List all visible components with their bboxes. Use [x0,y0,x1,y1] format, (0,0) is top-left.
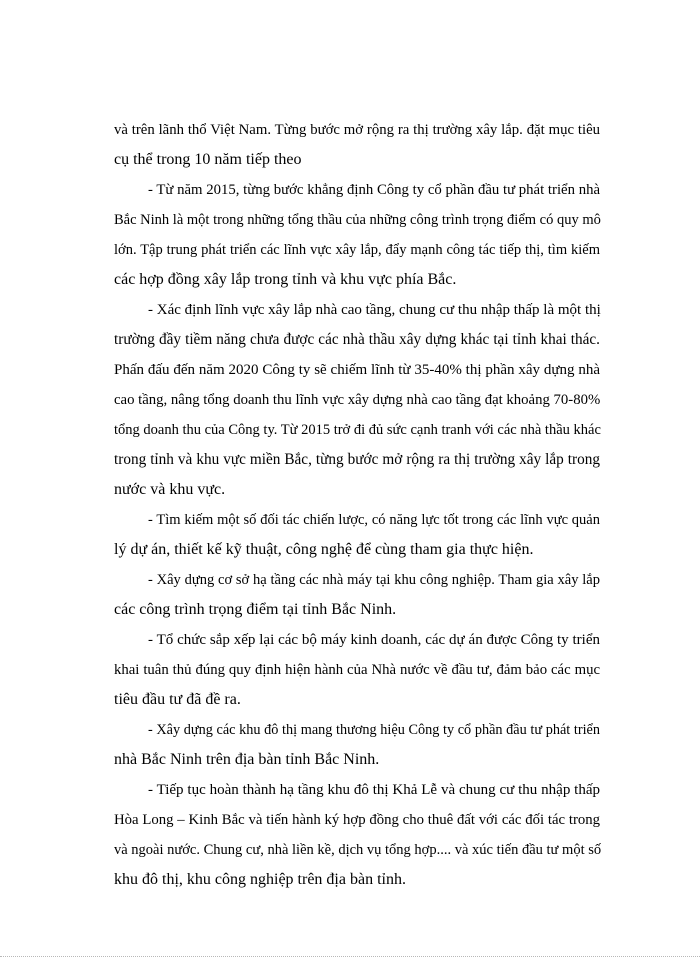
paragraph-2-line-4: các hợp đồng xây lắp trong tỉnh và khu vực phía Bắc. [114,271,457,288]
paragraph-5-line-1: - Xây dựng cơ sở hạ tầng các nhà máy tại khu công nghiệp. Tham gia xây lắp [148,572,600,588]
paragraph-3-line-6: trong tỉnh và khu vực miền Bắc, từng bước mở rộng ra thị trường xây lắp trong [114,451,600,468]
paragraph-3-line-1: - Xác định lĩnh vực xây lắp nhà cao tầng, chung cư thu nhập thấp là một thị [148,302,601,318]
paragraph-2-line-3: lớn. Tập trung phát triển các lĩnh vực xây lắp, đẩy mạnh công tác tiếp thị, tìm kiếm [114,242,600,258]
paragraph-8-line-2: Hòa Long – Kinh Bắc và tiến hành ký hợp đồng cho thuê đất với các đối tác trong [114,812,600,828]
paragraph-1-line-2: cụ thể trong 10 năm tiếp theo [114,151,302,168]
page-bottom-divider [0,956,700,957]
paragraph-4-line-1: - Tìm kiếm một số đối tác chiến lược, có năng lực tốt trong các lĩnh vực quản [148,512,600,528]
paragraph-8-line-4: khu đô thị, khu công nghiệp trên địa bàn tỉnh. [114,871,406,888]
paragraph-6-line-1: - Tổ chức sắp xếp lại các bộ máy kinh doanh, các dự án được Công ty triển [148,632,600,648]
paragraph-2-line-1: - Từ năm 2015, từng bước khẳng định Công ty cổ phần đầu tư phát triển nhà [148,182,600,198]
paragraph-3-line-5: tổng doanh thu của Công ty. Từ 2015 trở đi đủ sức cạnh tranh với các nhà thầu khác [114,422,601,438]
paragraph-4-line-2: lý dự án, thiết kế kỹ thuật, công nghệ để cùng tham gia thực hiện. [114,541,534,558]
paragraph-7-line-2: nhà Bắc Ninh trên địa bàn tỉnh Bắc Ninh. [114,751,380,768]
paragraph-6-line-2: khai tuân thủ đúng quy định hiện hành của Nhà nước về đầu tư, đảm bảo các mục [114,662,600,678]
paragraph-2-line-2: Bắc Ninh là một trong những tổng thầu của những công trình trọng điểm có quy mô [114,212,601,228]
paragraph-7-line-1: - Xây dựng các khu đô thị mang thương hiệu Công ty cổ phần đầu tư phát triển [148,722,600,738]
paragraph-3-line-4: cao tầng, nâng tổng doanh thu lĩnh vực xây dựng nhà cao tầng đạt khoảng 70-80% [114,392,601,408]
paragraph-8-line-3: và ngoài nước. Chung cư, nhà liền kề, dịch vụ tổng hợp.... và xúc tiến đầu tư một số [114,842,602,858]
paragraph-3-line-7: nước và khu vực. [114,481,226,498]
paragraph-6-line-3: tiêu đầu tư đã đề ra. [114,691,241,708]
paragraph-8-line-1: - Tiếp tục hoàn thành hạ tầng khu đô thị Khả Lễ và chung cư thu nhập thấp [148,782,600,798]
paragraph-3-line-2: trường đầy tiềm năng chưa được các nhà thầu xây dựng khác tại tỉnh khai thác. [114,331,600,348]
paragraph-1-line-1: và trên lãnh thổ Việt Nam. Từng bước mở rộng ra thị trường xây lắp. đặt mục tiêu [114,122,600,138]
paragraph-3-line-3: Phấn đấu đến năm 2020 Công ty sẽ chiếm lĩnh từ 35-40% thị phần xây dựng nhà [114,362,600,378]
paragraph-5-line-2: các công trình trọng điểm tại tỉnh Bắc Ninh. [114,601,397,618]
